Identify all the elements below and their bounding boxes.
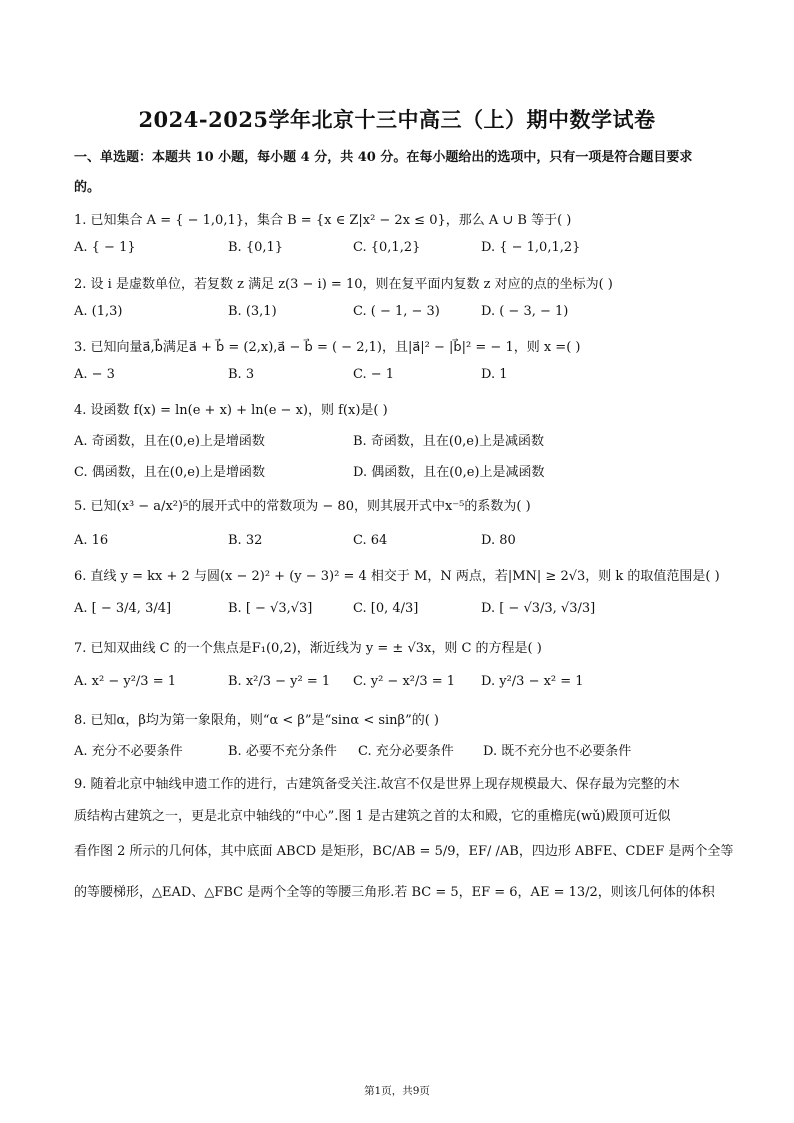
question-8-option-b: B. 必要不充分条件 bbox=[228, 744, 337, 759]
section-heading: 一、单选题：本题共 10 小题，每小题 4 分，共 40 分。在每小题给出的选项中，只有一项是符合题目要求 bbox=[74, 150, 693, 165]
page-footer: 第1页，共9页 bbox=[364, 1085, 430, 1097]
question-5-stem: 5. 已知(x³ − a/x²)⁵的展开式中的常数项为 − 80，则其展开式中x⁻⁵的系数为( ) bbox=[74, 499, 531, 514]
question-4-stem: 4. 设函数 f(x) = ln(e + x) + ln(e − x)，则 f(x)是( ) bbox=[74, 403, 388, 418]
question-6-option-d: D. [ − √3/3, √3/3] bbox=[481, 601, 596, 616]
question-5-option-b: B. 32 bbox=[228, 533, 263, 548]
question-1-option-d: D. { − 1,0,1,2} bbox=[481, 240, 581, 255]
question-6-option-c: C. [0, 4/3] bbox=[353, 601, 419, 616]
question-3-option-d: D. 1 bbox=[481, 367, 508, 382]
question-4-option-c: C. 偶函数，且在(0,e)上是增函数 bbox=[74, 465, 265, 480]
section-heading-cont: 的。 bbox=[74, 180, 101, 195]
question-4-option-b: B. 奇函数，且在(0,e)上是减函数 bbox=[353, 434, 545, 449]
question-1-option-b: B. {0,1} bbox=[228, 240, 284, 255]
question-4-option-a: A. 奇函数，且在(0,e)上是增函数 bbox=[74, 434, 265, 449]
question-7-option-a: A. x² − y²/3 = 1 bbox=[74, 674, 176, 689]
question-2-option-c: C. ( − 1, − 3) bbox=[353, 304, 440, 319]
question-8-stem: 8. 已知α，β均为第一象限角，则“α < β”是“sinα < sinβ”的( ) bbox=[74, 713, 439, 728]
question-8-option-c: C. 充分必要条件 bbox=[358, 744, 454, 759]
question-7-option-b: B. x²/3 − y² = 1 bbox=[228, 674, 331, 689]
question-1-stem: 1. 已知集合 A = { − 1,0,1}，集合 B = {x ∈ Z|x² − 2x ≤ 0}，那么 A ∪ B 等于( ) bbox=[74, 213, 572, 228]
question-4-option-d: D. 偶函数，且在(0,e)上是减函数 bbox=[353, 465, 545, 480]
question-9-line-2: 质结构古建筑之一，更是北京中轴线的“中心”.图 1 是古建筑之首的太和殿，它的重檐庑(wǔ)殿顶可近似 bbox=[74, 809, 671, 824]
question-2-option-b: B. (3,1) bbox=[228, 304, 277, 319]
question-5-option-c: C. 64 bbox=[353, 533, 388, 548]
page-title: 2024-2025学年北京十三中高三（上）期中数学试卷 bbox=[138, 107, 656, 132]
question-3-option-b: B. 3 bbox=[228, 367, 255, 382]
question-7-option-c: C. y² − x²/3 = 1 bbox=[353, 674, 456, 689]
question-9-line-3: 看作图 2 所示的几何体，其中底面 ABCD 是矩形，BC/AB = 5/9，EF/ /AB，四边形 ABFE、CDEF 是两个全等 bbox=[74, 844, 734, 859]
question-6-option-a: A. [ − 3/4, 3/4] bbox=[74, 601, 172, 616]
question-6-stem: 6. 直线 y = kx + 2 与圆(x − 2)² + (y − 3)² = 4 相交于 M，N 两点，若|MN| ≥ 2√3，则 k 的取值范围是( ) bbox=[74, 569, 720, 584]
question-1-option-a: A. { − 1} bbox=[74, 240, 136, 255]
question-2-stem: 2. 设 i 是虚数单位，若复数 z 满足 z(3 − i) = 10，则在复平面内复数 z 对应的点的坐标为( ) bbox=[74, 277, 613, 292]
question-2-option-a: A. (1,3) bbox=[74, 304, 123, 319]
question-5-option-a: A. 16 bbox=[74, 533, 109, 548]
question-3-option-c: C. − 1 bbox=[353, 367, 395, 382]
question-9-line-4: 的等腰梯形，△EAD、△FBC 是两个全等的等腰三角形.若 BC = 5，EF = 6，AE = 13/2，则该几何体的体积 bbox=[74, 885, 715, 900]
question-6-option-b: B. [ − √3,√3] bbox=[228, 601, 313, 616]
question-1-option-c: C. {0,1,2} bbox=[353, 240, 421, 255]
question-3-stem: 3. 已知向量a⃗,b⃗满足a⃗ + b⃗ = (2,x),a⃗ − b⃗ = ( − 2,1)，且|a⃗|² − |b⃗|² = − 1，则 x =( ) bbox=[74, 340, 581, 355]
question-5-option-d: D. 80 bbox=[481, 533, 516, 548]
question-7-option-d: D. y²/3 − x² = 1 bbox=[481, 674, 584, 689]
question-3-option-a: A. − 3 bbox=[74, 367, 115, 382]
question-7-stem: 7. 已知双曲线 C 的一个焦点是F₁(0,2)，渐近线为 y = ± √3x，则 C 的方程是( ) bbox=[74, 641, 542, 656]
question-2-option-d: D. ( − 3, − 1) bbox=[481, 304, 569, 319]
question-8-option-a: A. 充分不必要条件 bbox=[74, 744, 183, 759]
question-8-option-d: D. 既不充分也不必要条件 bbox=[483, 744, 632, 759]
question-9-line-1: 9. 随着北京中轴线申遗工作的进行，古建筑备受关注.故宫不仅是世界上现存规模最大、保存最为完整的木 bbox=[74, 777, 680, 792]
